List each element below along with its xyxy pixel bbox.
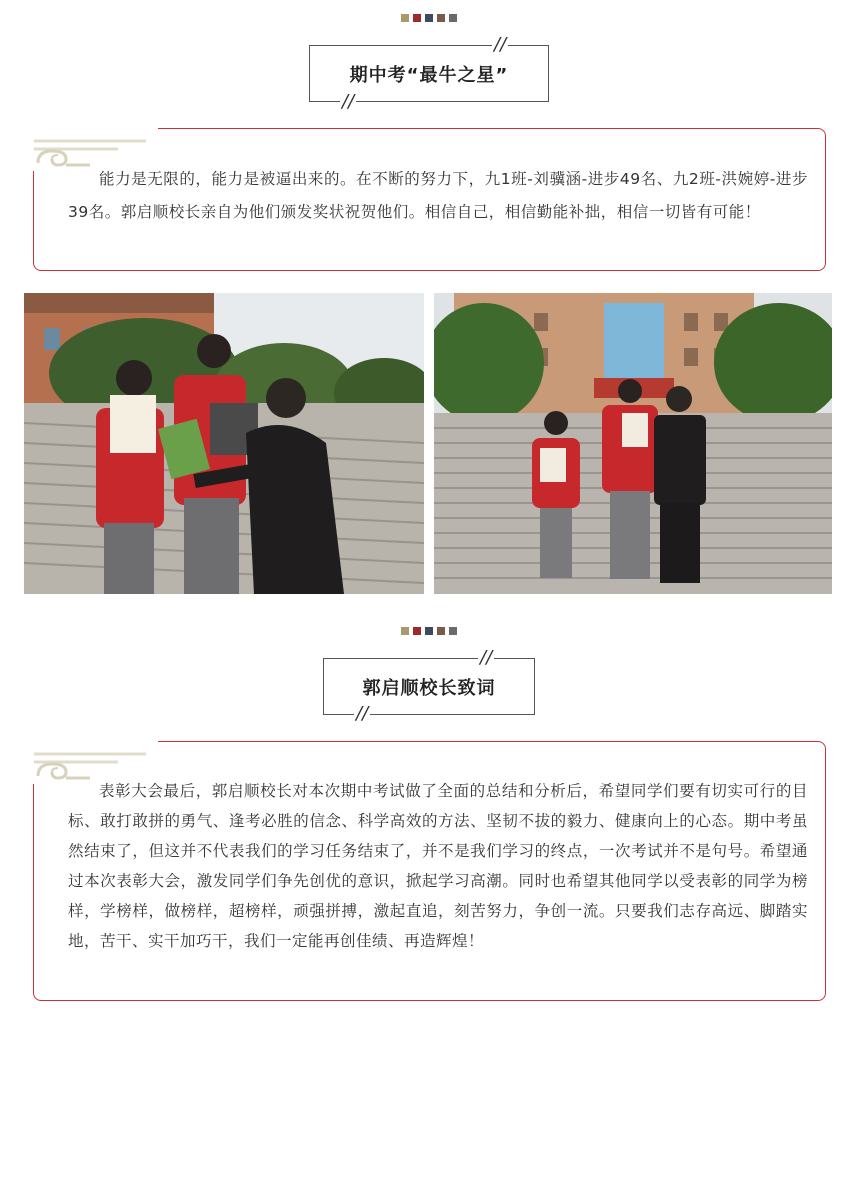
dot-gold: [401, 627, 409, 635]
section2-paragraph: 表彰大会最后，郭启顺校长对本次期中考试做了全面的总结和分析后，希望同学们要有切实可行的目标、敢打敢拼的勇气、逢考必胜的信念、科学高效的方法、坚韧不拔的毅力、健康向上的心态。期中考虽然结束了，但这并不代表我们的学习任务结束了，并不是我们学习的终点，一次考试并不是句号。希望通过本次表彰大会，激发同学们争先创优的意识，掀起学习高潮。同时也希望其他同学以受表彰的同学为榜样，学榜样，做榜样，超榜样，顽强拼搏，激起直追，刻苦努力，争创一流。只要我们志存高远、脚踏实地，苦干、实干加巧干，我们一定能再创佳绩、再造辉煌！: [68, 782, 808, 950]
section1-title: 期中考“最牛之星”: [349, 64, 509, 86]
photo-group-on-steps: [434, 293, 832, 594]
dot-brown: [437, 14, 445, 22]
section2-color-dots: [0, 627, 857, 635]
dot-navy: [425, 627, 433, 635]
dot-gold: [401, 14, 409, 22]
dot-gray: [449, 14, 457, 22]
dot-navy: [425, 14, 433, 22]
section1-color-dots: [0, 14, 857, 22]
dot-red: [413, 627, 421, 635]
slash-mark-top: //: [480, 647, 493, 668]
slash-mark-top: //: [494, 34, 507, 55]
photo-award-ceremony: [24, 293, 424, 594]
dot-red: [413, 14, 421, 22]
slash-mark-bottom: //: [342, 91, 355, 112]
dot-brown: [437, 627, 445, 635]
section1-paragraph: 能力是无限的，能力是被逼出来的。在不断的努力下，九1班-刘骥涵-进步49名、九2班-洪婉婷-进步39名。郭启顺校长亲自为他们颁发奖状祝贺他们。相信自己，相信勤能补拙，相信一切皆有可能！: [68, 170, 808, 221]
slash-mark-bottom: //: [356, 703, 369, 724]
section2-title: 郭启顺校长致词: [362, 677, 496, 699]
dot-gray: [449, 627, 457, 635]
